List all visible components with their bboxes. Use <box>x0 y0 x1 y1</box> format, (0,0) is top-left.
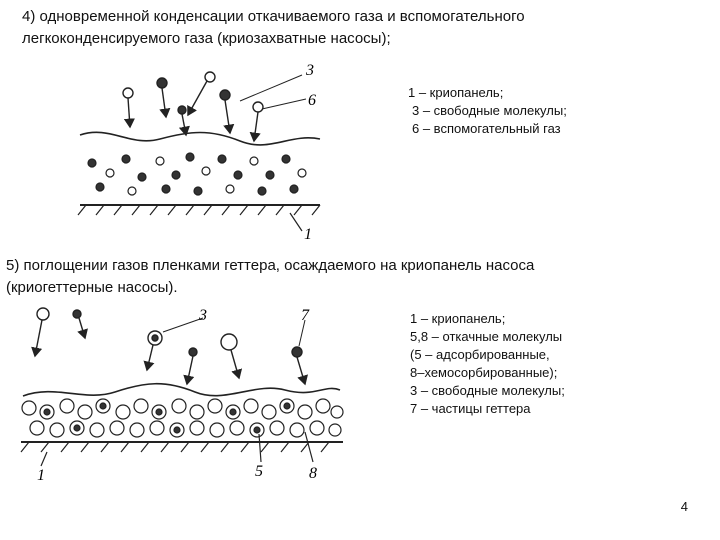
section4-heading-line2: легкоконденсируемого газа (криозахватные насосы); <box>22 30 391 47</box>
label-3: 3 <box>306 62 314 79</box>
section4-legend-1: 1 – криопанель; <box>408 85 504 100</box>
label-5: 5 <box>255 463 263 480</box>
section5-heading-line2: (криогеттерные насосы). <box>6 279 178 296</box>
section4-heading-line1: 4) одновременной конденсации откачиваемого газа и вспомогательного <box>22 8 525 25</box>
section5-legend-1: 1 – криопанель; <box>410 311 506 326</box>
section5-legend-6: 7 – частицы геттера <box>410 401 531 416</box>
label-6: 6 <box>308 92 316 109</box>
section5-heading-line1: 5) поглощении газов пленками геттера, осаждаемого на криопанель насоса <box>6 257 535 274</box>
page-number: 4 <box>680 499 688 514</box>
condensed-layer <box>88 153 306 195</box>
figure-cryocapture <box>70 55 340 245</box>
falling-molecules <box>123 72 306 141</box>
section4-legend-2: 3 – свободные молекулы; <box>412 103 567 118</box>
label-7: 7 <box>301 307 309 324</box>
section5-legend-2: 5,8 – откачные молекулы <box>410 329 563 344</box>
section5-legend-3: (5 – адсорбированные, <box>410 347 550 362</box>
label-8: 8 <box>309 465 317 482</box>
section5-legend-4: 8–хемосорбированные); <box>410 365 558 380</box>
falling-molecules-5 <box>35 308 305 384</box>
label-1-fig5: 1 <box>37 467 45 484</box>
section4-legend-3: 6 – вспомогательный газ <box>412 121 561 136</box>
section5-legend-5: 3 – свободные молекулы; <box>410 383 565 398</box>
label-3-fig5: 3 <box>199 307 207 324</box>
label-1: 1 <box>304 226 312 243</box>
figure-cryogetter <box>15 300 350 490</box>
getter-layer <box>22 399 343 437</box>
